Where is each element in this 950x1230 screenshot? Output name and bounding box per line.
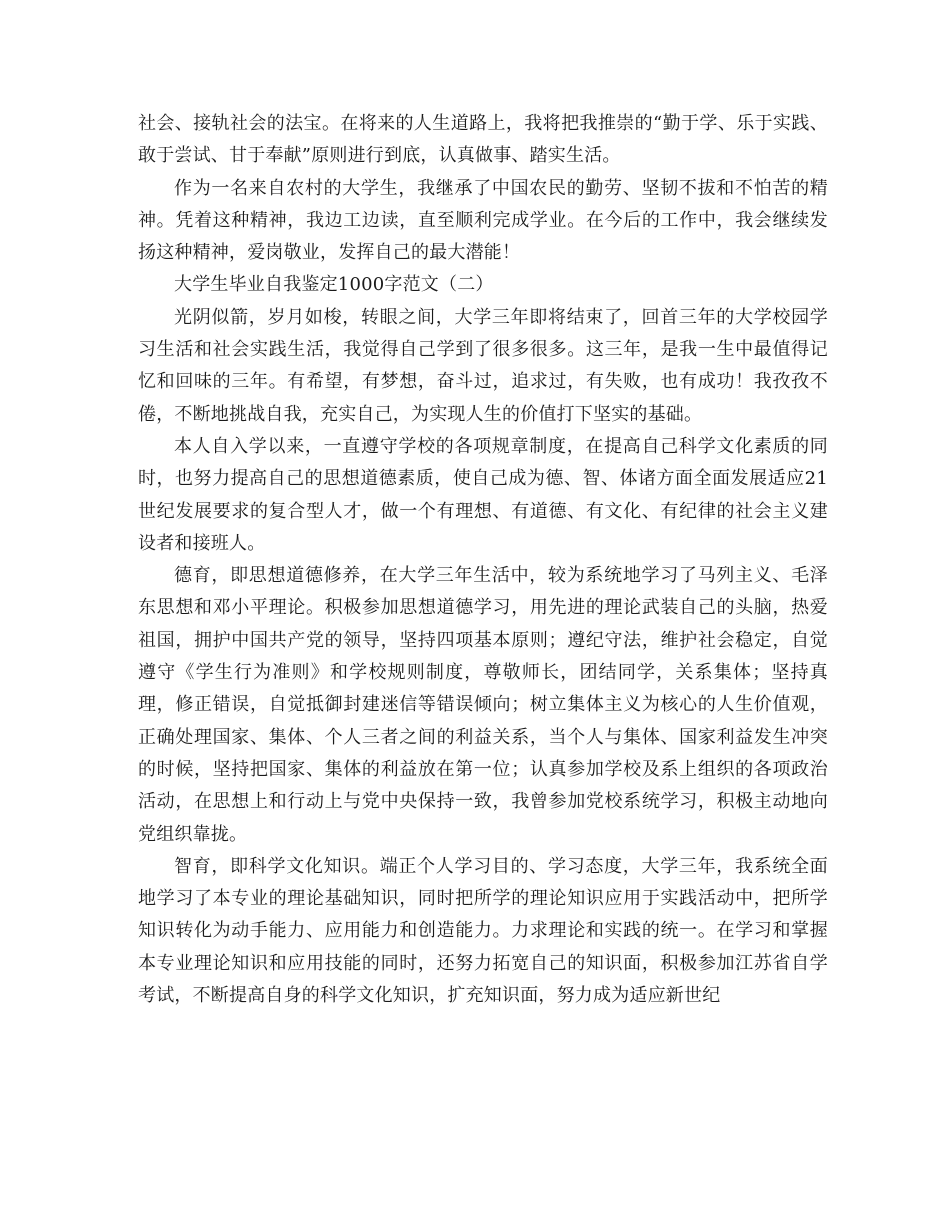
paragraph-moral-education: 德育，即思想道德修养，在大学三年生活中，较为系统地学习了马列主义、毛泽东思想和邓小平理论。积极参加思想道德学习，用先进的理论武装自己的头脑，热爱祖国，拥护中国共产党的领导，坚持四项基本原则；遵纪守法，维护社会稳定，自觉遵守《学生行为准则》和学校规则制度，尊敬师长，团结同学，关系集体；坚持真理，修正错误，自觉抵御封建迷信等错误倾向；树立集体主义为核心的人生价值观，正确处理国家、集体、个人三者之间的利益关系，当个人与集体、国家利益发生冲突的时候，坚持把国家、集体的利益放在第一位；认真参加学校及系上组织的各项政治活动，在思想上和行动上与党中央保持一致，我曾参加党校系统学习，积极主动地向党组织靠拢。: [138, 565, 828, 845]
paragraph-intellectual-education: 智育，即科学文化知识。端正个人学习目的、学习态度，大学三年，我系统全面地学习了本专业的理论基础知识，同时把所学的理论知识应用于实践活动中，把所学知识转化为动手能力、应用能力和创造能力。力求理论和实践的统一。在学习和掌握本专业理论知识和应用技能的同时，还努力拓宽自己的知识面，积极参加江苏省自学考试，不断提高自身的科学文化知识，扩充知识面，努力成为适应新世纪: [138, 855, 828, 1007]
paragraph-since-enrollment: 本人自入学以来，一直遵守学校的各项规章制度，在提高自己科学文化素质的同时，也努力提高自己的思想道德素质，使自己成为德、智、体诸方面全面发展适应21世纪发展要求的复合型人才，做一个有理想、有道德、有文化、有纪律的社会主义建设者和接班人。: [138, 435, 828, 554]
document-body: [138, 108, 828, 1012]
section-heading: 大学生毕业自我鉴定1000字范文（二）: [174, 274, 494, 296]
paragraph-continued: 社会、接轨社会的法宝。在将来的人生道路上，我将把我推崇的“勤于学、乐于实践、敢于尝试、甘于奉献”原则进行到底，认真做事、踏实生活。: [138, 113, 828, 167]
paragraph-time-flies: 光阴似箭，岁月如梭，转眼之间，大学三年即将结束了，回首三年的大学校园学习生活和社会实践生活，我觉得自己学到了很多很多。这三年，是我一生中最值得记忆和回味的三年。有希望，有梦想，奋斗过，追求过，有失败，也有成功！我孜孜不倦，不断地挑战自我，充实自己，为实现人生的价值打下坚实的基础。: [138, 306, 828, 425]
paragraph-rural-student: 作为一名来自农村的大学生，我继承了中国农民的勤劳、坚韧不拔和不怕苦的精神。凭着这种精神，我边工边读，直至顺利完成学业。在今后的工作中，我会继续发扬这种精神，爱岗敬业，发挥自己的最大潜能！: [138, 177, 828, 264]
